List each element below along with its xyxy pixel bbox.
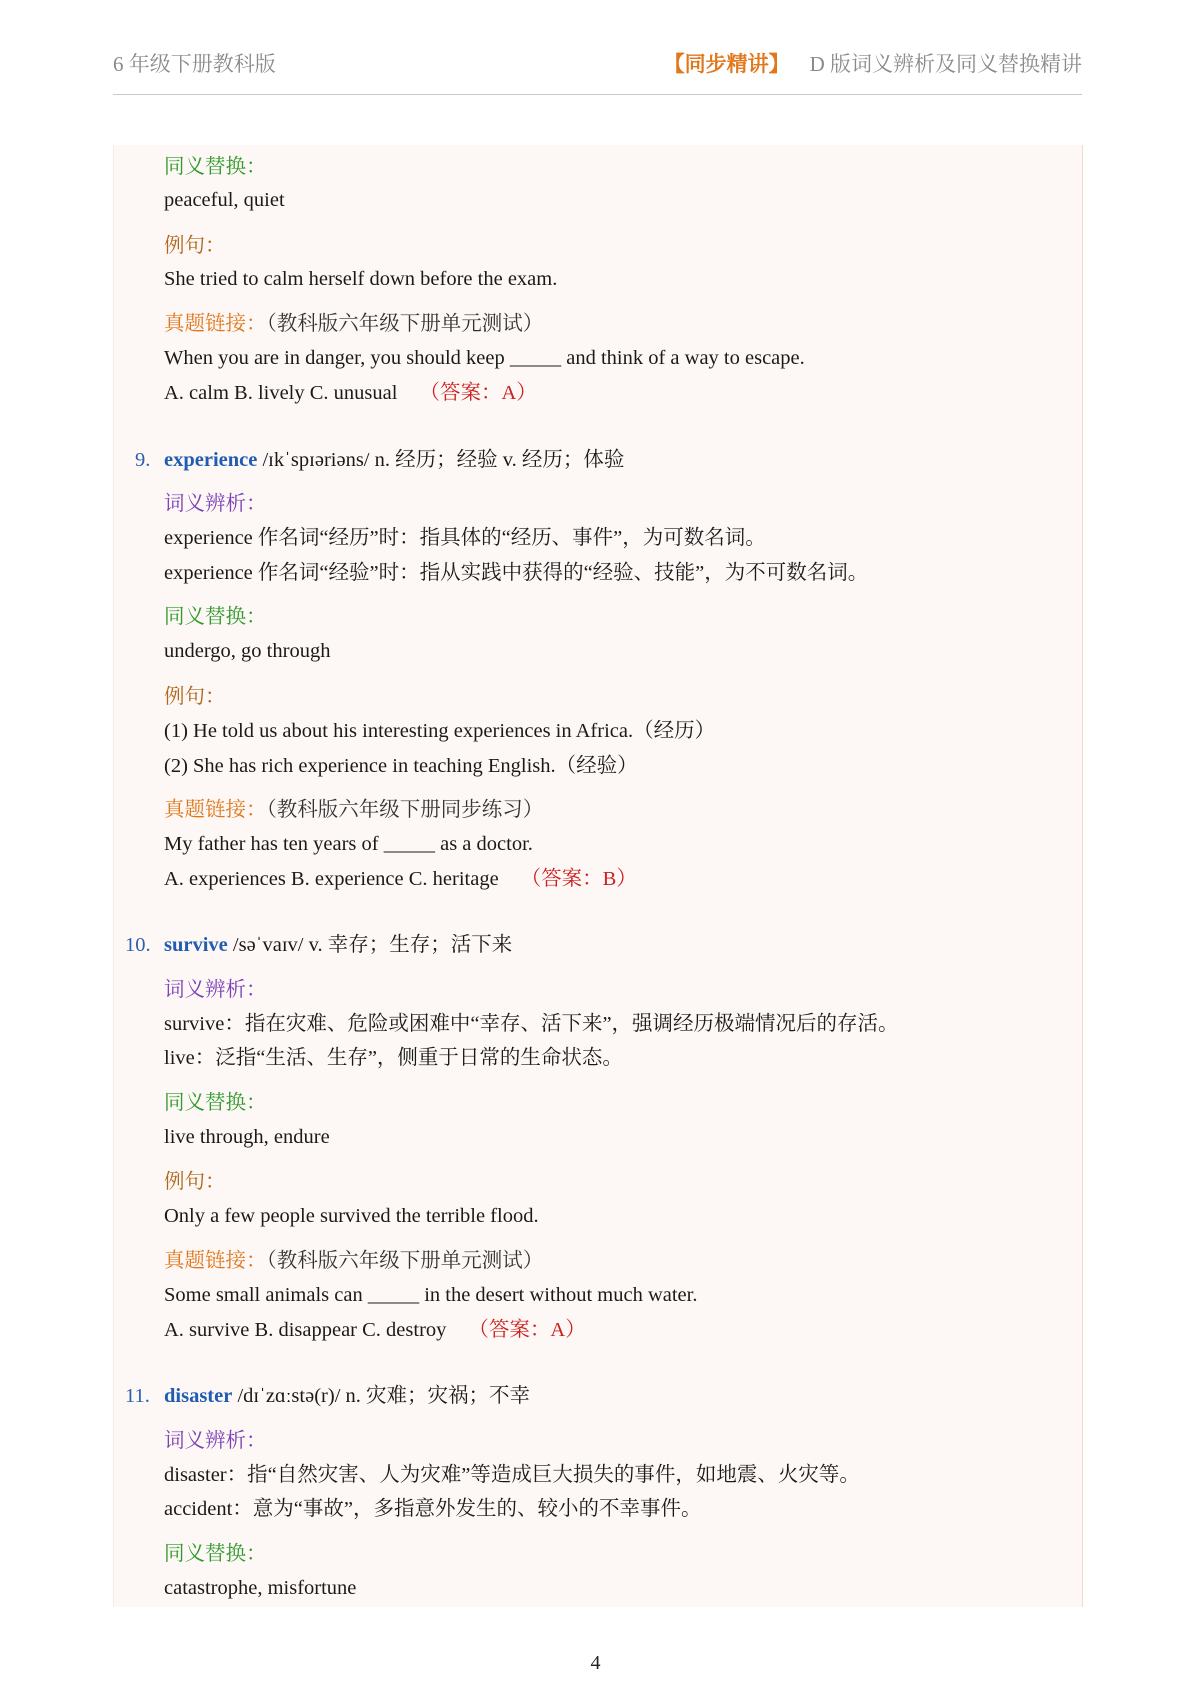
- example-sentence: (2) She has rich experience in teaching English.（经验）: [164, 755, 638, 777]
- exam-options-line: [164, 383, 537, 404]
- analysis-text: accident：意为“事故”，多指意外发生的、较小的不幸事件。: [164, 1498, 702, 1520]
- exam-question: When you are in danger, you should keep _____ and think of a way to escape.: [164, 347, 805, 369]
- synonyms-text: live through, endure: [164, 1126, 330, 1148]
- header-right-title: [664, 48, 1082, 78]
- analysis-text: disaster：指“自然灾害、人为灾难”等造成巨大损失的事件，如地震、火灾等。: [164, 1464, 860, 1486]
- analysis-text: survive：指在灾难、危险或困难中“幸存、活下来”，强调经历极端情况后的存活。: [164, 1013, 899, 1035]
- exam-link-line: [164, 800, 543, 821]
- entry-definition: /səˈvaɪv/ v. 幸存；生存；活下来: [227, 934, 513, 956]
- entry-headword-line: [164, 450, 624, 471]
- example-sentence: (1) He told us about his interesting experiences in Africa.（经历）: [164, 720, 716, 742]
- exam-options: A. calm B. lively C. unusual: [164, 382, 398, 404]
- synonyms-text: peaceful, quiet: [164, 189, 285, 211]
- synonyms-label: 同义替换：: [164, 1092, 267, 1114]
- exam-source: （教科版六年级下册同步练习）: [266, 799, 544, 821]
- entry-number: 11.: [125, 1385, 150, 1407]
- entry-definition: /ɪkˈspɪəriəns/ n. 经历；经验 v. 经历；体验: [257, 449, 625, 471]
- exam-question: Some small animals can _____ in the desert without much water.: [164, 1284, 698, 1306]
- analysis-label: 词义辨析：: [164, 493, 267, 515]
- entry-number: 9.: [135, 449, 151, 471]
- exam-link-line: [164, 314, 543, 335]
- header-tag: 【同步精讲】: [663, 52, 790, 76]
- analysis-label: 词义辨析：: [164, 1430, 267, 1452]
- examples-label: 例句：: [164, 686, 226, 708]
- synonyms-label: 同义替换：: [164, 606, 267, 628]
- entry-headword: disaster: [164, 1385, 233, 1407]
- exam-options-line: [164, 1320, 586, 1341]
- entry-headword: survive: [164, 934, 228, 956]
- exam-link-label: 真题链接：: [164, 1250, 267, 1272]
- exam-answer: （答案：B）: [520, 868, 637, 890]
- analysis-text: experience 作名词“经历”时：指具体的“经历、事件”，为可数名词。: [164, 527, 766, 549]
- synonyms-label: 同义替换：: [164, 156, 267, 178]
- entry-headword: experience: [164, 449, 258, 471]
- synonyms-label: 同义替换：: [164, 1543, 267, 1565]
- exam-source: （教科版六年级下册单元测试）: [266, 313, 544, 335]
- example-sentence: She tried to calm herself down before the exam.: [164, 268, 558, 290]
- exam-answer: （答案：A）: [468, 1319, 586, 1341]
- exam-options: A. experiences B. experience C. heritage: [164, 868, 499, 890]
- header-grade-title: 6 年级下册教科版: [113, 52, 276, 76]
- analysis-text: live：泛指“生活、生存”，侧重于日常的生命状态。: [164, 1047, 623, 1069]
- entry-number: 10.: [125, 934, 151, 956]
- exam-source: （教科版六年级下册单元测试）: [266, 1250, 544, 1272]
- examples-label: 例句：: [164, 1171, 226, 1193]
- exam-options-line: [164, 869, 637, 890]
- examples-label: 例句：: [164, 235, 226, 257]
- analysis-text: experience 作名词“经验”时：指从实践中获得的“经验、技能”，为不可数名词。: [164, 562, 869, 584]
- exam-link-line: [164, 1251, 543, 1272]
- entry-definition: /dɪˈzɑːstə(r)/ n. 灾难；灾祸；不幸: [232, 1385, 531, 1407]
- entry-headword-line: [164, 1386, 530, 1407]
- exam-options: A. survive B. disappear C. destroy: [164, 1319, 447, 1341]
- header-subject: D 版词义辨析及同义替换精讲: [809, 52, 1082, 76]
- page-header: [113, 42, 1082, 95]
- example-sentence: Only a few people survived the terrible flood.: [164, 1205, 539, 1227]
- analysis-label: 词义辨析：: [164, 979, 267, 1001]
- entry-headword-line: [164, 935, 512, 956]
- exam-answer: （答案：A）: [419, 382, 537, 404]
- exam-question: My father has ten years of _____ as a doctor.: [164, 833, 533, 855]
- synonyms-text: undergo, go through: [164, 640, 331, 662]
- exam-link-label: 真题链接：: [164, 799, 267, 821]
- synonyms-text: catastrophe, misfortune: [164, 1577, 357, 1599]
- page-number: 4: [590, 1652, 601, 1674]
- exam-link-label: 真题链接：: [164, 313, 267, 335]
